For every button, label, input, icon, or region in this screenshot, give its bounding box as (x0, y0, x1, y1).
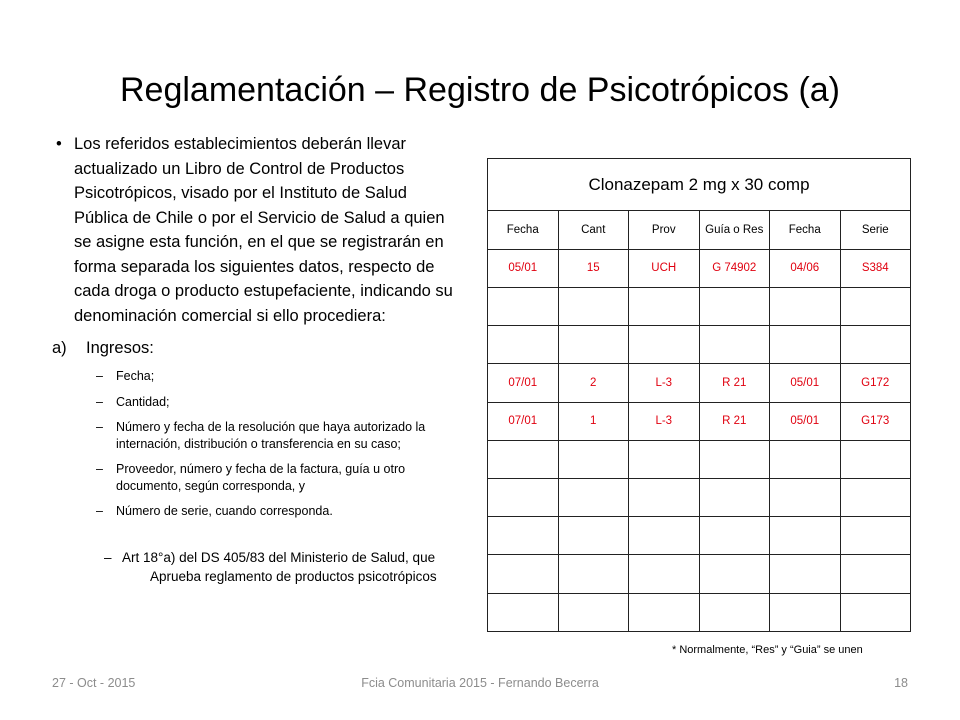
register-header-row (488, 211, 911, 249)
table-cell: L-3 (629, 402, 700, 440)
column-header: Prov (629, 211, 700, 249)
table-cell (629, 555, 700, 593)
table-row (488, 555, 911, 593)
table-cell (488, 517, 559, 555)
table-cell (488, 593, 559, 631)
table-cell: G172 (840, 364, 911, 402)
ingresos-text: Ingresos: (86, 339, 154, 357)
table-cell (488, 440, 559, 478)
table-cell: 1 (558, 402, 629, 440)
table-cell (770, 326, 841, 364)
article-line-1: Art 18°a) del DS 405/83 del Ministerio de Salud, que (122, 550, 436, 565)
table-cell: 05/01 (770, 364, 841, 402)
table-cell (699, 517, 770, 555)
table-cell (840, 440, 911, 478)
table-cell: R 21 (699, 364, 770, 402)
list-item (96, 503, 462, 520)
table-cell (840, 593, 911, 631)
article-line-2: Aprueba reglamento de productos psicotrópicos (150, 569, 437, 584)
list-item (96, 419, 462, 452)
dash-icon: – (96, 394, 103, 409)
table-cell (488, 555, 559, 593)
table-row (488, 402, 911, 440)
table-cell: 05/01 (770, 402, 841, 440)
table-cell (558, 555, 629, 593)
table-cell (770, 440, 841, 478)
table-cell: G173 (840, 402, 911, 440)
table-row (488, 287, 911, 325)
table-cell (629, 287, 700, 325)
table-cell: 07/01 (488, 402, 559, 440)
main-bullet (52, 132, 462, 328)
ingresos-label: a) (52, 339, 67, 357)
table-cell (699, 440, 770, 478)
table-cell (488, 326, 559, 364)
table-row (488, 478, 911, 516)
register-title: Clonazepam 2 mg x 30 comp (488, 159, 911, 211)
dash-icon: – (96, 504, 103, 518)
ingresos-heading (52, 336, 462, 360)
table-cell: L-3 (629, 364, 700, 402)
table-cell (699, 478, 770, 516)
bullet-dot-icon: • (56, 135, 62, 153)
table-row (488, 440, 911, 478)
table-cell: 04/06 (770, 249, 841, 287)
table-cell (840, 287, 911, 325)
footer-title: Fcia Comunitaria 2015 - Fernando Becerra (361, 676, 599, 690)
table-cell (558, 517, 629, 555)
table-cell (558, 326, 629, 364)
column-header: Fecha (770, 211, 841, 249)
table-cell (770, 287, 841, 325)
table-cell (629, 517, 700, 555)
register-footnote: * Normalmente, “Res” y “Guia” se unen (672, 644, 863, 656)
table-cell (699, 555, 770, 593)
table-cell (629, 326, 700, 364)
table-cell (488, 478, 559, 516)
table-cell (699, 287, 770, 325)
table-cell (840, 326, 911, 364)
table-cell (770, 555, 841, 593)
table-cell (558, 478, 629, 516)
table-cell (840, 517, 911, 555)
table-row (488, 593, 911, 631)
table-cell (629, 478, 700, 516)
table-cell: UCH (629, 249, 700, 287)
main-bullet-text: Los referidos establecimientos deberán llevar actualizado un Libro de Control de Productos Psicotrópicos, visado por el Instituto de Salud Pública de Chile o por el Servicio de Salud a quien se asigne esta función, en el que se registrarán en forma separada los siguientes datos, respecto de cada droga o producto estupefaciente, indicando su denominación comercial si ello procediera: (74, 135, 453, 325)
ingresos-list (96, 368, 462, 520)
table-cell (840, 478, 911, 516)
list-item (96, 461, 462, 494)
list-item-text: Número y fecha de la resolución que haya autorizado la internación, distribución o transferencia en su caso; (116, 420, 426, 451)
content-body (52, 132, 462, 529)
footer-date: 27 - Oct - 2015 (52, 676, 136, 690)
column-header: Fecha (488, 211, 559, 249)
dash-icon: – (96, 462, 103, 476)
table-row (488, 249, 911, 287)
table-cell (770, 593, 841, 631)
list-item-text: Proveedor, número y fecha de la factura, guía u otro documento, según corresponda, y (116, 462, 406, 493)
register-body (488, 249, 911, 631)
table-cell (629, 440, 700, 478)
page-number: 18 (894, 676, 908, 690)
table-cell (770, 478, 841, 516)
table-cell: 07/01 (488, 364, 559, 402)
article-reference (104, 548, 464, 586)
list-item-text: Cantidad; (116, 394, 170, 409)
register-table (487, 158, 911, 632)
slide-title: Reglamentación – Registro de Psicotrópicos (a) (119, 71, 840, 109)
table-cell: 15 (558, 249, 629, 287)
table-cell (699, 326, 770, 364)
list-item (96, 394, 462, 411)
table-cell: G 74902 (699, 249, 770, 287)
dash-icon: – (96, 420, 103, 434)
table-cell (699, 593, 770, 631)
table-cell (558, 593, 629, 631)
table-cell (770, 517, 841, 555)
table-cell: 2 (558, 364, 629, 402)
column-header: Cant (558, 211, 629, 249)
list-item-text: Número de serie, cuando corresponda. (116, 504, 333, 518)
table-cell (629, 593, 700, 631)
column-header: Guía o Res (699, 211, 770, 249)
table-row (488, 364, 911, 402)
register-title-row (488, 159, 911, 211)
table-cell: 05/01 (488, 249, 559, 287)
dash-icon: – (104, 550, 112, 565)
dash-icon: – (96, 369, 103, 383)
table-cell (488, 287, 559, 325)
table-cell: S384 (840, 249, 911, 287)
table-cell (558, 287, 629, 325)
list-item (96, 368, 462, 385)
table-cell: R 21 (699, 402, 770, 440)
table-cell (558, 440, 629, 478)
table-cell (840, 555, 911, 593)
table-row (488, 326, 911, 364)
list-item-text: Fecha; (116, 369, 155, 383)
column-header: Serie (840, 211, 911, 249)
table-row (488, 517, 911, 555)
